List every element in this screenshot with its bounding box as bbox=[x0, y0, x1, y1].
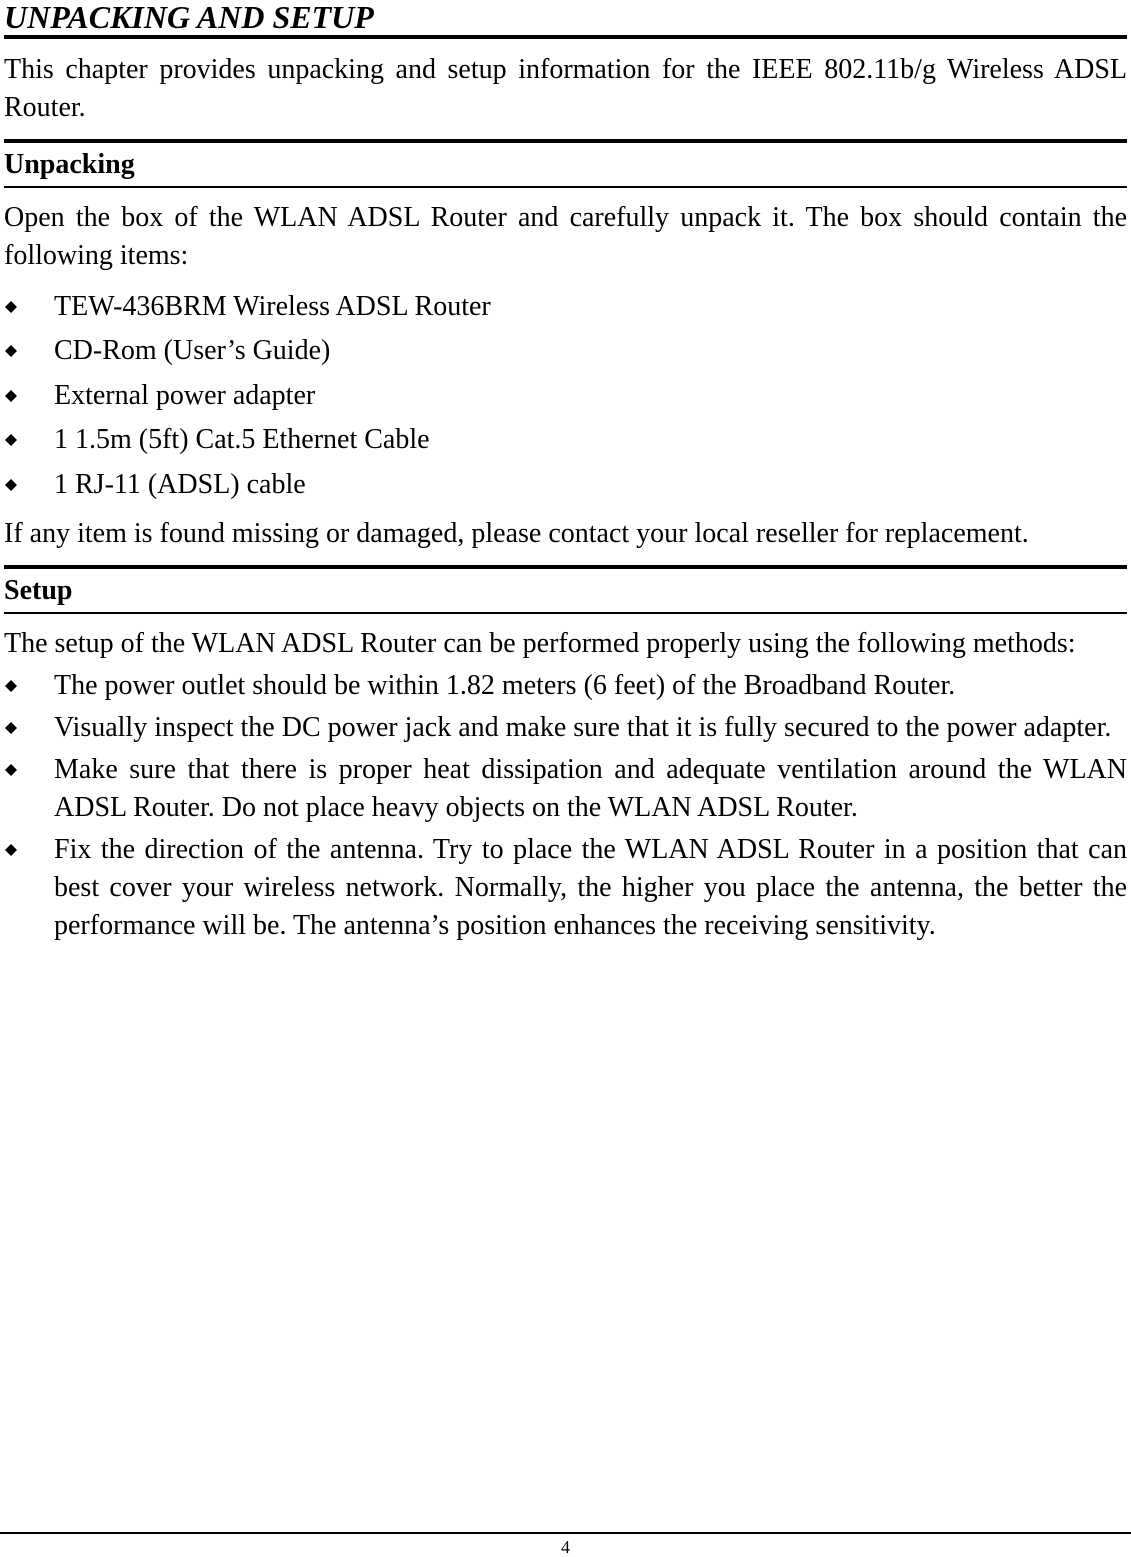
diamond-bullet-icon bbox=[4, 831, 18, 869]
intro-paragraph: This chapter provides unpacking and setup information for the IEEE 802.11b/g Wireless ADSL Router. bbox=[4, 54, 1127, 123]
diamond-bullet-icon bbox=[4, 709, 18, 747]
diamond-bullet-icon bbox=[4, 751, 18, 789]
list-item-text: Fix the direction of the antenna. Try to place the WLAN ADSL Router in a position that can best cover your wireless network. Normally, the higher you place the antenna, the better the performance will be. The antenna’s position enhances the receiving sensitivity. bbox=[54, 833, 1127, 941]
list-item-text: 1 RJ-11 (ADSL) cable bbox=[54, 468, 306, 500]
page-footer bbox=[0, 1532, 1131, 1557]
list-item bbox=[4, 709, 1127, 747]
unpacking-item-list bbox=[4, 285, 1127, 508]
setup-paragraph: The setup of the WLAN ADSL Router can be performed properly using the following methods: bbox=[4, 627, 1076, 659]
page-number: 4 bbox=[561, 1536, 570, 1557]
diamond-bullet-icon bbox=[4, 667, 18, 705]
footer-rule bbox=[0, 1532, 1131, 1534]
list-item bbox=[4, 751, 1127, 827]
title-rule bbox=[4, 35, 1127, 39]
list-item bbox=[4, 374, 1127, 419]
setup-bottom-rule bbox=[4, 612, 1127, 614]
unpacking-bottom-rule bbox=[4, 186, 1127, 188]
setup-top-rule bbox=[4, 565, 1127, 569]
list-item-text: The power outlet should be within 1.82 meters (6 feet) of the Broadband Router. bbox=[54, 669, 956, 701]
list-item-text: External power adapter bbox=[54, 379, 316, 411]
unpacking-top-rule bbox=[4, 139, 1127, 143]
list-item-text: Make sure that there is proper heat dissipation and adequate ventilation around the WLAN ADSL Router. Do not place heavy objects on the WLAN ADSL Router. bbox=[54, 753, 1127, 823]
diamond-bullet-icon bbox=[4, 329, 18, 374]
diamond-bullet-icon bbox=[4, 418, 18, 463]
list-item-text: TEW-436BRM Wireless ADSL Router bbox=[54, 290, 491, 322]
list-item bbox=[4, 418, 1127, 463]
chapter-title: UNPACKING AND SETUP bbox=[4, 0, 374, 35]
setup-method-list bbox=[4, 667, 1127, 945]
list-item bbox=[4, 329, 1127, 374]
list-item-text: Visually inspect the DC power jack and make sure that it is fully secured to the power adapter. bbox=[54, 711, 1112, 743]
diamond-bullet-icon bbox=[4, 463, 18, 508]
diamond-bullet-icon bbox=[4, 374, 18, 419]
list-item bbox=[4, 285, 1127, 330]
list-item bbox=[4, 831, 1127, 945]
list-item-text: CD-Rom (User’s Guide) bbox=[54, 335, 331, 366]
unpacking-paragraph: Open the box of the WLAN ADSL Router and carefully unpack it. The box should contain the following items: bbox=[4, 201, 1127, 271]
missing-item-note: If any item is found missing or damaged, please contact your local reseller for replacement. bbox=[4, 518, 1029, 549]
list-item bbox=[4, 667, 1131, 705]
unpacking-heading: Unpacking bbox=[4, 149, 135, 180]
list-item bbox=[4, 463, 1127, 508]
list-item-text: 1 1.5m (5ft) Cat.5 Ethernet Cable bbox=[54, 424, 430, 455]
setup-heading: Setup bbox=[4, 575, 73, 606]
diamond-bullet-icon bbox=[4, 285, 18, 330]
